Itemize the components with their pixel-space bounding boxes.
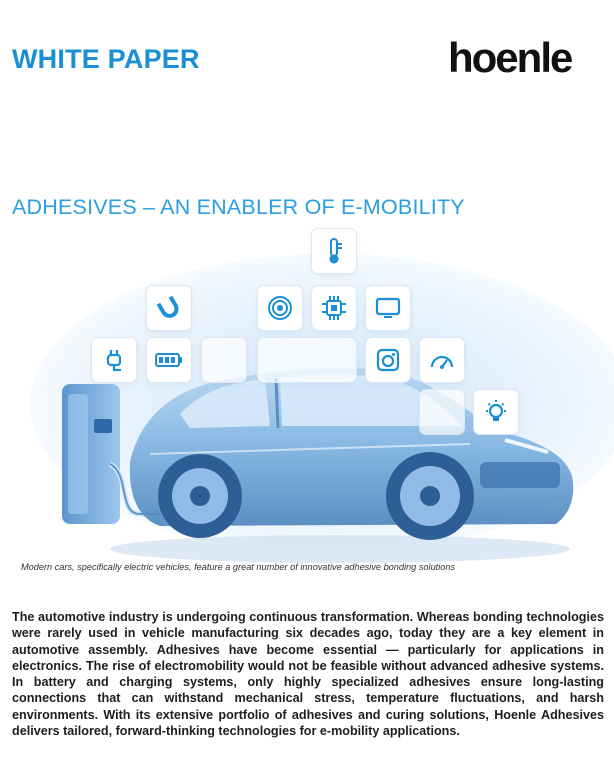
svg-text:hoenle: hoenle xyxy=(448,38,572,80)
thermometer-icon xyxy=(322,237,346,265)
chip-tile xyxy=(312,286,356,330)
battery-icon xyxy=(154,351,184,369)
speedometer-icon xyxy=(428,349,456,371)
camera-tile xyxy=(366,338,410,382)
blank-tile xyxy=(420,390,464,434)
blank-tile xyxy=(258,338,356,382)
light-bulb-icon xyxy=(482,398,510,426)
blank-tile xyxy=(202,338,246,382)
chip-icon xyxy=(320,294,348,322)
light-bulb-tile xyxy=(474,390,518,434)
power-plug-tile xyxy=(92,338,136,382)
magnet-icon xyxy=(156,295,182,321)
camera-icon xyxy=(375,347,401,373)
thermometer-tile xyxy=(312,229,356,273)
display-icon xyxy=(374,296,402,320)
document-subtitle: ADHESIVES – AN ENABLER OF E-MOBILITY xyxy=(12,194,465,219)
body-paragraph: The automotive industry is undergoing continuous transformation. Whereas bonding technologies were rarely used in vehicle manufacturing six decades ago, today they are a key element in automotive assembly. Adhesives have become essential — particularly for applications in electronics. The rise of electromobility would not be feasible without advanced adhesive systems. In battery and charging systems, only highly specialized adhesives ensure long-lasting connections that can withstand mechanical stress, temperature fluctuations, and harsh environments. With its extensive portfolio of adhesives and curing solutions, Hoenle Adhesives delivers tailored, forward-thinking technologies for e-mobility applications. xyxy=(12,610,604,739)
sensor-signal-icon xyxy=(266,294,294,322)
hoenle-logo xyxy=(448,38,606,80)
power-plug-icon xyxy=(101,347,127,373)
speedometer-tile xyxy=(420,338,464,382)
display-tile xyxy=(366,286,410,330)
battery-tile xyxy=(147,338,191,382)
document-title: WHITE PAPER xyxy=(12,44,200,74)
sensor-tile xyxy=(258,286,302,330)
hero-illustration xyxy=(0,214,614,574)
magnet-tile xyxy=(147,286,191,330)
figure-caption: Modern cars, specifically electric vehicles, feature a great number of innovative adhesive bonding solutions xyxy=(21,562,456,572)
